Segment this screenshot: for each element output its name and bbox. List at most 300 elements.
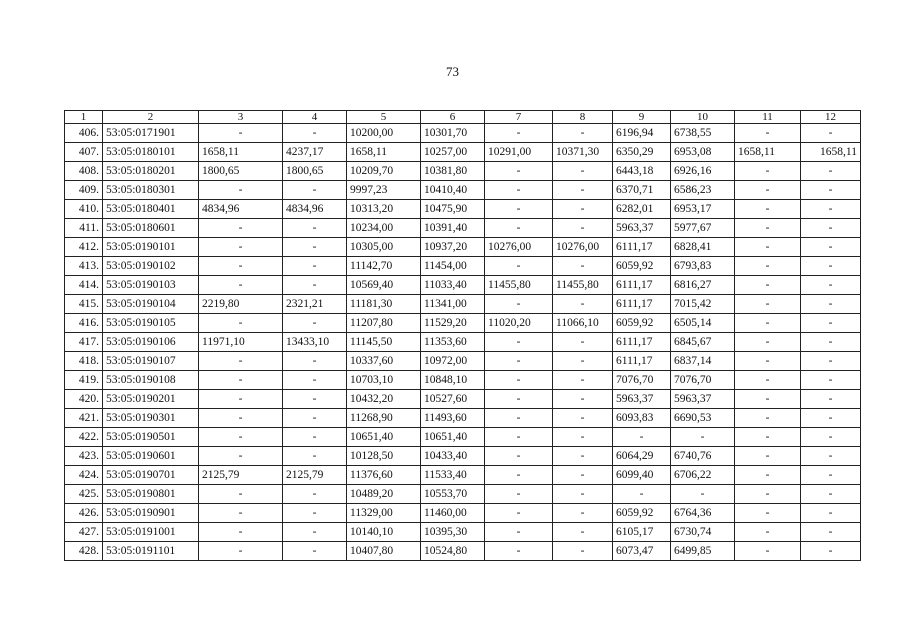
table-cell: -	[199, 542, 283, 561]
table-cell: 10407,80	[347, 542, 421, 561]
table-cell: -	[735, 390, 801, 409]
table-row	[65, 333, 861, 352]
table-cell: 415.	[65, 295, 103, 314]
table-cell: 6370,71	[613, 181, 671, 200]
table-cell: -	[199, 219, 283, 238]
table-cell: 53:05:0190108	[103, 371, 199, 390]
table-cell: -	[553, 333, 613, 352]
table-cell: 9997,23	[347, 181, 421, 200]
table-cell: 6816,27	[671, 276, 735, 295]
table-cell: 406.	[65, 124, 103, 143]
table-cell: -	[553, 295, 613, 314]
table-cell: 424.	[65, 466, 103, 485]
table-cell: 10489,20	[347, 485, 421, 504]
table-cell: -	[735, 485, 801, 504]
table-cell: 2125,79	[199, 466, 283, 485]
table-cell: -	[199, 523, 283, 542]
table-cell: -	[801, 257, 861, 276]
table-cell: 6793,83	[671, 257, 735, 276]
column-header: 7	[485, 111, 553, 124]
table-cell: 53:05:0171901	[103, 124, 199, 143]
column-header: 6	[421, 111, 485, 124]
table-row	[65, 143, 861, 162]
table-cell: -	[735, 542, 801, 561]
table-cell: 6064,29	[613, 447, 671, 466]
table-cell: -	[199, 485, 283, 504]
table-cell: -	[485, 466, 553, 485]
table-cell: 53:05:0180101	[103, 143, 199, 162]
table-cell: -	[735, 523, 801, 542]
table-cell: -	[735, 314, 801, 333]
table-cell: 11533,40	[421, 466, 485, 485]
column-header: 3	[199, 111, 283, 124]
table-cell: 10569,40	[347, 276, 421, 295]
table-cell: -	[199, 314, 283, 333]
table-cell: 10651,40	[347, 428, 421, 447]
table-cell: -	[283, 409, 347, 428]
table-cell: -	[553, 257, 613, 276]
table-cell: 6828,41	[671, 238, 735, 257]
table-cell: 10527,60	[421, 390, 485, 409]
table-cell: -	[485, 485, 553, 504]
table-row	[65, 409, 861, 428]
table-cell: 53:05:0190601	[103, 447, 199, 466]
column-header: 10	[671, 111, 735, 124]
table-cell: 416.	[65, 314, 103, 333]
table-cell: 422.	[65, 428, 103, 447]
table-cell: -	[801, 409, 861, 428]
table-cell: -	[801, 542, 861, 561]
table-cell: 409.	[65, 181, 103, 200]
table-cell: 4237,17	[283, 143, 347, 162]
table-cell: -	[801, 466, 861, 485]
table-cell: 11353,60	[421, 333, 485, 352]
table-cell: 53:05:0190105	[103, 314, 199, 333]
table-cell: 6953,17	[671, 200, 735, 219]
table-cell: 428.	[65, 542, 103, 561]
table-cell: 11207,80	[347, 314, 421, 333]
table-cell: -	[199, 390, 283, 409]
table-cell: 10305,00	[347, 238, 421, 257]
table-cell: 10291,00	[485, 143, 553, 162]
table-cell: -	[801, 504, 861, 523]
table-cell: 10209,70	[347, 162, 421, 181]
table-cell: 11341,00	[421, 295, 485, 314]
table-cell: -	[553, 466, 613, 485]
table-cell: -	[801, 333, 861, 352]
table-cell: -	[801, 219, 861, 238]
table-cell: -	[485, 257, 553, 276]
table-cell: -	[801, 485, 861, 504]
column-header: 2	[103, 111, 199, 124]
table-cell: -	[613, 485, 671, 504]
table-cell: -	[199, 276, 283, 295]
table-cell: 10410,40	[421, 181, 485, 200]
table-cell: -	[199, 504, 283, 523]
table-cell: 6111,17	[613, 295, 671, 314]
table-cell: 412.	[65, 238, 103, 257]
table-cell: -	[283, 504, 347, 523]
table-row	[65, 428, 861, 447]
table-cell: 417.	[65, 333, 103, 352]
table-cell: -	[801, 314, 861, 333]
table-cell: 11268,90	[347, 409, 421, 428]
table-cell: -	[283, 257, 347, 276]
table-cell: -	[735, 124, 801, 143]
column-header: 4	[283, 111, 347, 124]
table-cell: -	[735, 428, 801, 447]
table-cell: 1658,11	[199, 143, 283, 162]
table-cell: 53:05:0190107	[103, 352, 199, 371]
table-cell: -	[485, 333, 553, 352]
table-cell: -	[199, 238, 283, 257]
table-cell: -	[553, 200, 613, 219]
table-cell: 6738,55	[671, 124, 735, 143]
table-row	[65, 238, 861, 257]
table-cell: 11971,10	[199, 333, 283, 352]
table-cell: 2219,80	[199, 295, 283, 314]
table-cell: 10234,00	[347, 219, 421, 238]
table-cell: -	[671, 485, 735, 504]
table-cell: 10313,20	[347, 200, 421, 219]
table-cell: -	[553, 523, 613, 542]
table-cell: 418.	[65, 352, 103, 371]
table-cell: 11454,00	[421, 257, 485, 276]
table-cell: 6196,94	[613, 124, 671, 143]
table-cell: 10937,20	[421, 238, 485, 257]
column-header: 12	[801, 111, 861, 124]
table-cell: -	[553, 162, 613, 181]
table-row	[65, 219, 861, 238]
table-cell: -	[801, 181, 861, 200]
table-cell: 10848,10	[421, 371, 485, 390]
table-cell: -	[283, 238, 347, 257]
table-cell: 53:05:0191001	[103, 523, 199, 542]
table-cell: 2321,21	[283, 295, 347, 314]
table-cell: -	[283, 523, 347, 542]
table-cell: -	[735, 200, 801, 219]
table-cell: -	[485, 162, 553, 181]
table-cell: 13433,10	[283, 333, 347, 352]
table-cell: 425.	[65, 485, 103, 504]
table-cell: 10972,00	[421, 352, 485, 371]
table-cell: -	[485, 542, 553, 561]
table-cell: 6730,74	[671, 523, 735, 542]
table-cell: 1800,65	[283, 162, 347, 181]
table-cell: 419.	[65, 371, 103, 390]
table-cell: 11460,00	[421, 504, 485, 523]
table-cell: 6953,08	[671, 143, 735, 162]
page-number: 73	[446, 64, 459, 79]
table-cell: -	[735, 219, 801, 238]
table-cell: -	[553, 219, 613, 238]
table-cell: -	[801, 276, 861, 295]
table-cell: -	[485, 390, 553, 409]
table-cell: 11033,40	[421, 276, 485, 295]
table-row	[65, 485, 861, 504]
table-cell: 10276,00	[485, 238, 553, 257]
table-cell: 5963,37	[671, 390, 735, 409]
table-cell: 6105,17	[613, 523, 671, 542]
table-row	[65, 390, 861, 409]
table-cell: -	[199, 257, 283, 276]
table-cell: 10257,00	[421, 143, 485, 162]
table-row	[65, 466, 861, 485]
table-cell: 1658,11	[347, 143, 421, 162]
table-cell: 7076,70	[613, 371, 671, 390]
table-row	[65, 542, 861, 561]
table-cell: -	[283, 447, 347, 466]
table-cell: -	[735, 162, 801, 181]
table-cell: -	[553, 447, 613, 466]
table-cell: -	[283, 276, 347, 295]
table-cell: -	[735, 295, 801, 314]
table-cell: 11142,70	[347, 257, 421, 276]
table-cell: 11020,20	[485, 314, 553, 333]
table-cell: 5977,67	[671, 219, 735, 238]
table-cell: -	[283, 219, 347, 238]
table-cell: 11529,20	[421, 314, 485, 333]
table-cell: -	[801, 390, 861, 409]
table-cell: 6111,17	[613, 276, 671, 295]
table-cell: 10651,40	[421, 428, 485, 447]
table-cell: -	[801, 162, 861, 181]
table-cell: 5963,37	[613, 219, 671, 238]
table-cell: 6764,36	[671, 504, 735, 523]
table-cell: 10524,80	[421, 542, 485, 561]
table-cell: 6350,29	[613, 143, 671, 162]
table-cell: -	[553, 485, 613, 504]
table-cell: -	[735, 447, 801, 466]
table-row	[65, 447, 861, 466]
table-cell: 6845,67	[671, 333, 735, 352]
table-cell: 6111,17	[613, 238, 671, 257]
table-row	[65, 181, 861, 200]
table-cell: 10432,20	[347, 390, 421, 409]
table-cell: -	[553, 409, 613, 428]
table-cell: -	[485, 181, 553, 200]
table-cell: -	[553, 542, 613, 561]
table-cell: 10371,30	[553, 143, 613, 162]
table-cell: -	[735, 504, 801, 523]
table-cell: -	[735, 333, 801, 352]
table-cell: -	[485, 295, 553, 314]
table-row	[65, 295, 861, 314]
table-cell: 53:05:0180601	[103, 219, 199, 238]
table-cell: 1658,11	[735, 143, 801, 162]
table-cell: 4834,96	[283, 200, 347, 219]
table-cell: -	[283, 485, 347, 504]
table-cell: 11455,80	[553, 276, 613, 295]
table-cell: -	[801, 447, 861, 466]
table-cell: 6586,23	[671, 181, 735, 200]
table-cell: 53:05:0190801	[103, 485, 199, 504]
table-cell: -	[735, 181, 801, 200]
table-cell: -	[283, 352, 347, 371]
table-cell: -	[283, 371, 347, 390]
table-cell: 6443,18	[613, 162, 671, 181]
table-cell: 10337,60	[347, 352, 421, 371]
table-cell: -	[801, 200, 861, 219]
table-cell: 6282,01	[613, 200, 671, 219]
table-cell: -	[199, 181, 283, 200]
table-cell: 10301,70	[421, 124, 485, 143]
table-cell: -	[553, 352, 613, 371]
table-cell: -	[485, 371, 553, 390]
table-cell: -	[735, 238, 801, 257]
table-cell: 6073,47	[613, 542, 671, 561]
table-cell: 10200,00	[347, 124, 421, 143]
table-cell: 10433,40	[421, 447, 485, 466]
table-cell: 6059,92	[613, 257, 671, 276]
table-cell: 11493,60	[421, 409, 485, 428]
table-cell: -	[283, 314, 347, 333]
table-cell: -	[199, 124, 283, 143]
table-cell: -	[485, 219, 553, 238]
table-cell: -	[553, 371, 613, 390]
table-cell: 413.	[65, 257, 103, 276]
table-cell: 53:05:0190201	[103, 390, 199, 409]
table-cell: -	[199, 409, 283, 428]
table-cell: 6099,40	[613, 466, 671, 485]
data-table	[64, 110, 861, 561]
table-cell: -	[283, 428, 347, 447]
table-cell: -	[199, 428, 283, 447]
table-cell: -	[553, 124, 613, 143]
table-cell: 410.	[65, 200, 103, 219]
table-cell: -	[485, 409, 553, 428]
table-cell: 6706,22	[671, 466, 735, 485]
table-cell: 53:05:0190501	[103, 428, 199, 447]
table-cell: 407.	[65, 143, 103, 162]
table-cell: 11329,00	[347, 504, 421, 523]
table-cell: 10395,30	[421, 523, 485, 542]
table-cell: 426.	[65, 504, 103, 523]
column-header: 9	[613, 111, 671, 124]
table-cell: 11145,50	[347, 333, 421, 352]
table-cell: 10276,00	[553, 238, 613, 257]
table-cell: -	[801, 295, 861, 314]
table-cell: 53:05:0190701	[103, 466, 199, 485]
table-cell: 420.	[65, 390, 103, 409]
table-cell: -	[671, 428, 735, 447]
table-cell: -	[485, 447, 553, 466]
table-cell: -	[735, 276, 801, 295]
table-cell: 10703,10	[347, 371, 421, 390]
table-cell: 53:05:0191101	[103, 542, 199, 561]
table-cell: -	[553, 428, 613, 447]
table-cell: -	[801, 352, 861, 371]
table-row	[65, 257, 861, 276]
table-cell: -	[199, 352, 283, 371]
table-cell: -	[735, 371, 801, 390]
table-cell: 53:05:0190101	[103, 238, 199, 257]
table-cell: 5963,37	[613, 390, 671, 409]
table-cell: 1658,11	[801, 143, 861, 162]
table-cell: -	[801, 428, 861, 447]
table-row	[65, 523, 861, 542]
table-row	[65, 124, 861, 143]
table-cell: -	[553, 504, 613, 523]
column-header: 1	[65, 111, 103, 124]
table-cell: 53:05:0190301	[103, 409, 199, 428]
table-cell: -	[553, 181, 613, 200]
table-cell: -	[485, 352, 553, 371]
table-cell: 4834,96	[199, 200, 283, 219]
table-cell: 411.	[65, 219, 103, 238]
table-cell: -	[485, 200, 553, 219]
table-cell: -	[199, 371, 283, 390]
table-cell: 10553,70	[421, 485, 485, 504]
table-cell: 11455,80	[485, 276, 553, 295]
table-cell: -	[485, 504, 553, 523]
table-cell: 1800,65	[199, 162, 283, 181]
table-cell: -	[485, 523, 553, 542]
table-cell: -	[801, 523, 861, 542]
table-cell: 6837,14	[671, 352, 735, 371]
table-row	[65, 200, 861, 219]
table-row	[65, 371, 861, 390]
table-cell: 53:05:0190901	[103, 504, 199, 523]
table-cell: 53:05:0190102	[103, 257, 199, 276]
table-cell: 7076,70	[671, 371, 735, 390]
table-cell: 421.	[65, 409, 103, 428]
table-cell: 6111,17	[613, 333, 671, 352]
table-cell: 53:05:0180301	[103, 181, 199, 200]
table-cell: 53:05:0180201	[103, 162, 199, 181]
table-cell: 10391,40	[421, 219, 485, 238]
table-cell: -	[553, 390, 613, 409]
table-cell: -	[735, 409, 801, 428]
table-header-row	[65, 111, 861, 124]
column-header: 8	[553, 111, 613, 124]
table-cell: 10140,10	[347, 523, 421, 542]
table-cell: -	[283, 542, 347, 561]
table-cell: -	[283, 124, 347, 143]
table-cell: -	[801, 124, 861, 143]
table-cell: 53:05:0190104	[103, 295, 199, 314]
table-cell: -	[199, 447, 283, 466]
table-cell: 10475,90	[421, 200, 485, 219]
table-cell: -	[613, 428, 671, 447]
table-cell: -	[735, 257, 801, 276]
table-cell: 53:05:0180401	[103, 200, 199, 219]
table-cell: 6926,16	[671, 162, 735, 181]
table-cell: 6093,83	[613, 409, 671, 428]
table-row	[65, 504, 861, 523]
table-row	[65, 162, 861, 181]
table-cell: 11066,10	[553, 314, 613, 333]
table-cell: 10381,80	[421, 162, 485, 181]
table-cell: -	[735, 352, 801, 371]
table-cell: 53:05:0190103	[103, 276, 199, 295]
table-cell: 11376,60	[347, 466, 421, 485]
table-cell: -	[485, 428, 553, 447]
table-cell: 408.	[65, 162, 103, 181]
table-cell: -	[735, 466, 801, 485]
table-row	[65, 314, 861, 333]
table-cell: -	[801, 238, 861, 257]
table-cell: -	[485, 124, 553, 143]
table-cell: -	[801, 371, 861, 390]
table-cell: 53:05:0190106	[103, 333, 199, 352]
table-cell: 6505,14	[671, 314, 735, 333]
table-cell: 11181,30	[347, 295, 421, 314]
table-cell: 6740,76	[671, 447, 735, 466]
table-cell: 6690,53	[671, 409, 735, 428]
table-cell: 6059,92	[613, 504, 671, 523]
table-cell: 6059,92	[613, 314, 671, 333]
